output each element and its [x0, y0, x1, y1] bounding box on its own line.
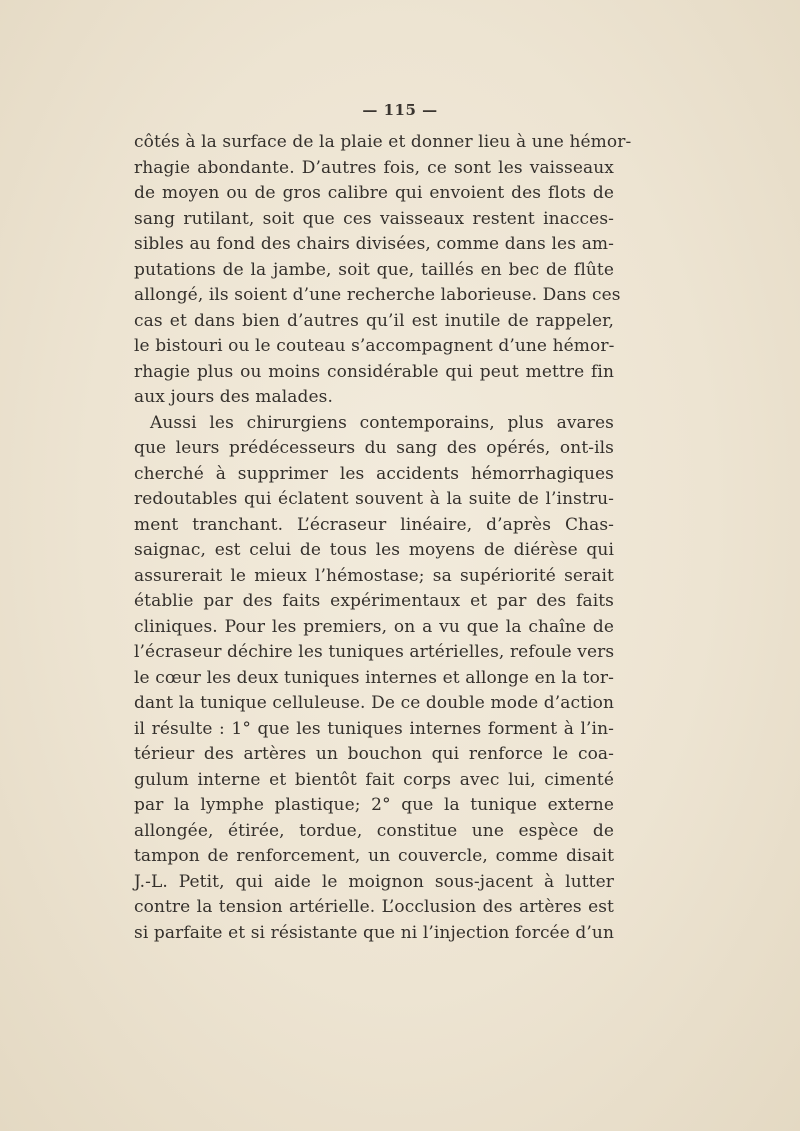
- text-line: sang rutilant, soit que ces vaisseaux restent inacces-: [134, 208, 614, 229]
- text-line: l’écraseur déchire les tuniques artérielles, refoule vers: [134, 642, 615, 662]
- page-number: — 115 —: [362, 101, 438, 119]
- text-line: cherché à supprimer les accidents hémorrhagiques: [134, 463, 614, 484]
- text-line: rhagie abondante. D’autres fois, ce sont les vaisseaux: [134, 157, 614, 178]
- text-line: le bistouri ou le couteau s’accompagnent d’une hémor-: [134, 336, 615, 356]
- text-line: J.-L. Petit, qui aide le moignon sous-jacent à lutter: [134, 871, 614, 892]
- text-line: Aussi les chirurgiens contemporains, plus avares: [150, 412, 614, 433]
- text-line: dant la tunique celluleuse. De ce double mode d’action: [134, 693, 614, 713]
- text-line: par la lymphe plastique; 2° que la tunique externe: [134, 795, 614, 815]
- text-line: assurerait le mieux l’hémostase; sa supériorité serait: [134, 565, 614, 586]
- text-line: tampon de renforcement, un couvercle, comme disait: [134, 846, 614, 866]
- text-line: si parfaite et si résistante que ni l’injection forcée d’un: [134, 922, 614, 943]
- text-line: gulum interne et bientôt fait corps avec lui, cimenté: [134, 769, 614, 790]
- text-line: allongée, étirée, tordue, constitue une espèce de: [134, 820, 614, 841]
- text-line: allongé, ils soient d’une recherche laborieuse. Dans ces: [134, 285, 621, 305]
- text-line: contre la tension artérielle. L’occlusion des artères est: [134, 897, 614, 917]
- text-line: le cœur les deux tuniques internes et allonge en la tor-: [134, 667, 614, 688]
- text-line: putations de la jambe, soit que, taillés en bec de flûte: [134, 259, 614, 280]
- text-line: rhagie plus ou moins considérable qui peut mettre fin: [134, 361, 614, 382]
- text-line: sibles au fond des chairs divisées, comme dans les am-: [134, 234, 614, 254]
- text-line: redoutables qui éclatent souvent à la suite de l’instru-: [134, 489, 614, 509]
- text-line: aux jours des malades.: [134, 387, 333, 407]
- text-line: que leurs prédécesseurs du sang des opérés, ont-ils: [134, 438, 614, 458]
- text-line: cas et dans bien d’autres qu’il est inutile de rappeler,: [134, 310, 614, 331]
- body-text: [134, 130, 632, 946]
- text-line: côtés à la surface de la plaie et donner lieu à une hémor-: [134, 132, 632, 152]
- text-line: établie par des faits expérimentaux et par des faits: [134, 591, 614, 611]
- text-line: térieur des artères un bouchon qui renforce le coa-: [134, 744, 614, 764]
- text-line: saignac, est celui de tous les moyens de diérèse qui: [134, 540, 614, 560]
- text-line: ment tranchant. L’écraseur linéaire, d’après Chas-: [134, 514, 614, 535]
- text-line: il résulte : 1° que les tuniques internes forment à l’in-: [134, 718, 614, 739]
- text-line: cliniques. Pour les premiers, on a vu que la chaîne de: [134, 616, 614, 637]
- text-line: de moyen ou de gros calibre qui envoient des flots de: [134, 183, 614, 203]
